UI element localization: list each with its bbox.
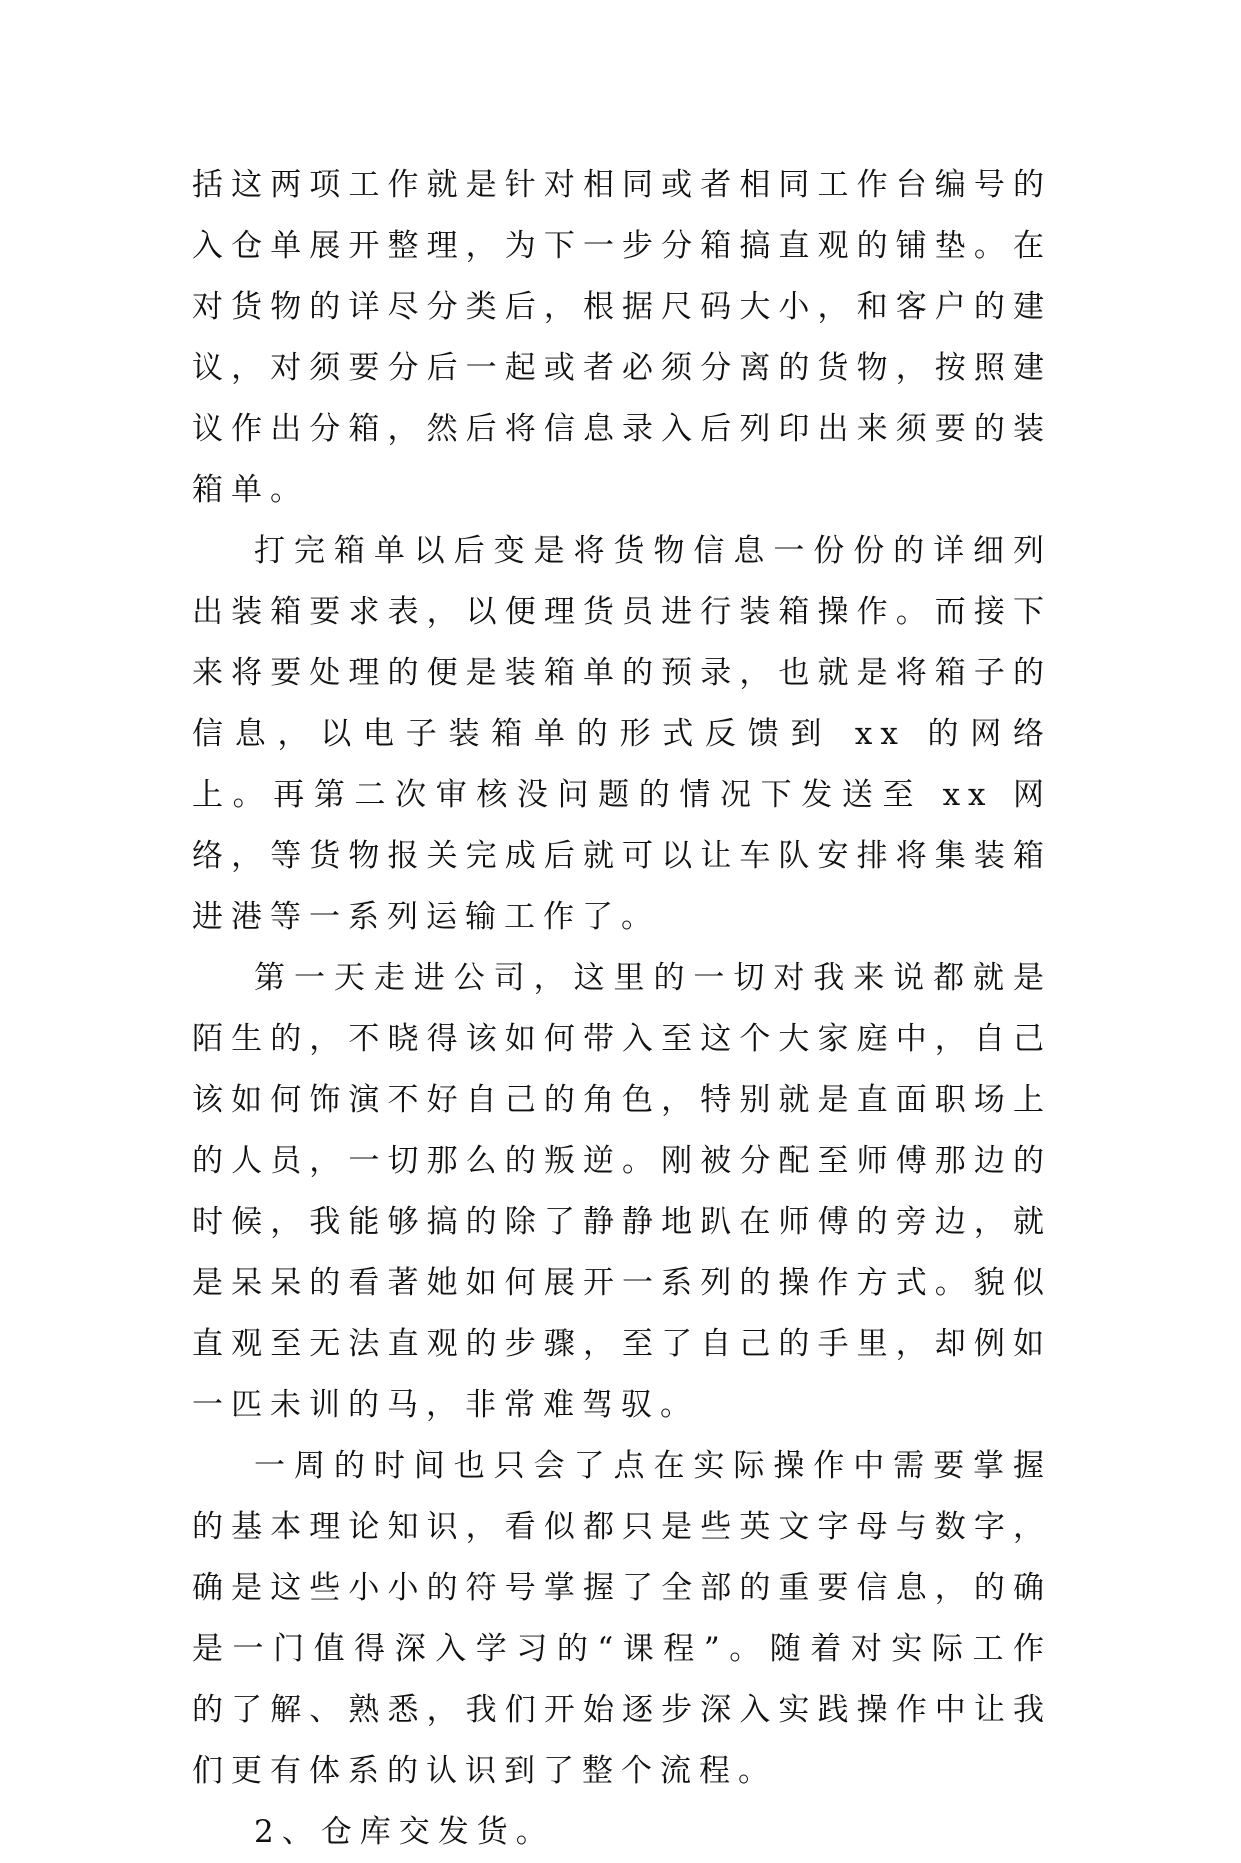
paragraph-packing-list: 打完箱单以后变是将货物信息一份份的详细列出装箱要求表，以便理货员进行装箱操作。而接下来将要处理的便是装箱单的预录，也就是将箱子的信息，以电子装箱单的形式反馈到 xx 的网络上。再第二次审核没问题的情况下发送至 xx 网络，等货物报关完成后就可以让车队安排将集装箱进港等一系列运输工作了。: [192, 533, 1052, 935]
paragraph-first-week: 一周的时间也只会了点在实际操作中需要掌握的基本理论知识，看似都只是些英文字母与数字，确是这些小小的符号掌握了全部的重要信息，的确是一门值得深入学习的“课程”。随着对实际工作的了解、熟悉，我们开始逐步深入实践操作中让我们更有体系的认识到了整个流程。: [192, 1448, 1052, 1789]
document-body: [192, 155, 1052, 1863]
paragraph-continuation: 括这两项工作就是针对相同或者相同工作台编号的入仓单展开整理，为下一步分箱搞直观的铺垫。在对货物的详尽分类后，根据尺码大小，和客户的建议，对须要分后一起或者必须分离的货物，按照建议作出分箱，然后将信息录入后列印出来须要的装箱单。: [192, 167, 1052, 508]
section-heading-warehouse: 2、仓库交发货。: [254, 1814, 555, 1850]
paragraph-first-day: 第一天走进公司，这里的一切对我来说都就是陌生的，不晓得该如何带入至这个大家庭中，自己该如何饰演不好自己的角色，特别就是直面职场上的人员，一切那么的叛逆。刚被分配至师傅那边的时候，我能够搞的除了静静地趴在师傅的旁边，就是呆呆的看著她如何展开一系列的操作方式。貌似直观至无法直观的步骤，至了自己的手里，却例如一匹未训的马，非常难驾驭。: [192, 960, 1052, 1423]
